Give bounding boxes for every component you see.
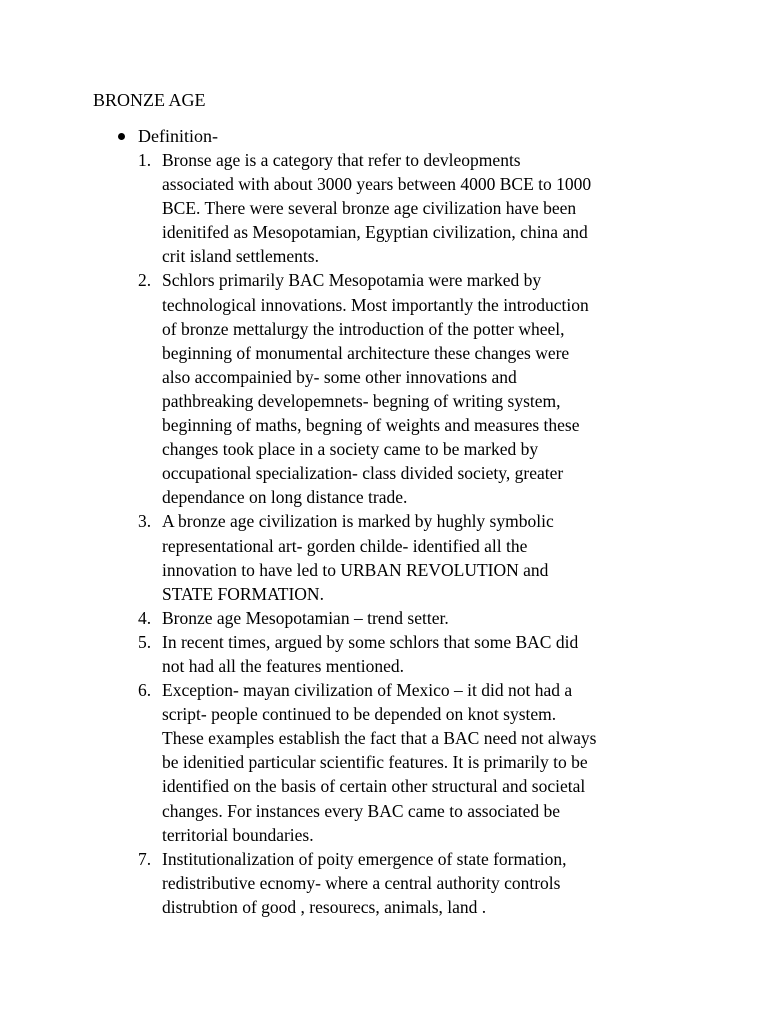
bullet-dot-icon (118, 133, 125, 140)
list-item-line: not had all the features mentioned. (162, 655, 405, 676)
list-item-line: A bronze age civilization is marked by hughly symbolic (162, 511, 554, 532)
list-item-line: changes. For instances every BAC came to associated be (162, 800, 560, 821)
list-item-line: redistributive ecnomy- where a central authority controls (162, 872, 561, 893)
list-item-line: also accompainied by- some other innovations and (162, 366, 517, 387)
list-item-line: Institutionalization of poity emergence of state formation, (162, 848, 567, 869)
list-item-line: script- people continued to be depended on knot system. (162, 704, 557, 725)
list-item-line: beginning of maths, begning of weights and measures these (162, 415, 580, 436)
list-item-line: associated with about 3000 years between 4000 BCE to 1000 (162, 174, 592, 195)
list-item (0, 148, 768, 268)
list-item (0, 630, 768, 678)
list-item-number: 2. (138, 270, 152, 291)
list-item-line: In recent times, argued by some schlors that some BAC did (162, 631, 579, 652)
list-item-line: These examples establish the fact that a BAC need not always (162, 728, 597, 749)
list-item-line: Exception- mayan civilization of Mexico – it did not had a (162, 680, 573, 701)
list-item-number: 4. (138, 607, 152, 628)
list-item-line: representational art- gorden childe- identified all the (162, 535, 528, 556)
list-item-number: 1. (138, 150, 152, 170)
list-item-line: innovation to have led to URBAN REVOLUTION and (162, 559, 549, 580)
list-item-line: technological innovations. Most importantly the introduction (162, 294, 589, 315)
list-item-line: Schlors primarily BAC Mesopotamia were marked by (162, 270, 542, 291)
list-item-line: dependance on long distance trade. (162, 487, 408, 508)
numbered-list (0, 148, 768, 919)
list-item-line: crit island settlements. (162, 246, 319, 267)
document-title: BRONZE AGE (93, 90, 206, 110)
list-item (0, 509, 768, 605)
list-item-number: 6. (138, 680, 152, 701)
list-item (0, 268, 768, 509)
bullet-label: Definition- (138, 126, 218, 146)
list-item-line: changes took place in a society came to be marked by (162, 439, 539, 460)
list-item-line: occupational specialization- class divided society, greater (162, 463, 564, 484)
list-item-line: STATE FORMATION. (162, 583, 324, 604)
list-item-line: pathbreaking developemnets- begning of writing system, (162, 390, 561, 411)
list-item-line: be idenitied particular scientific features. It is primarily to be (162, 752, 588, 773)
list-item-number: 5. (138, 631, 152, 652)
list-item (0, 678, 768, 847)
list-item-number: 7. (138, 848, 152, 869)
list-item-line: idenitifed as Mesopotamian, Egyptian civilization, china and (162, 222, 588, 243)
list-item-line: of bronze mettalurgy the introduction of the potter wheel, (162, 318, 565, 339)
list-item-line: BCE. There were several bronze age civilization have been (162, 198, 577, 219)
list-item (0, 606, 768, 630)
list-item-line: Bronse age is a category that refer to devleopments (162, 150, 521, 170)
list-item (0, 847, 768, 919)
list-item-line: territorial boundaries. (162, 824, 314, 845)
list-item-line: Bronze age Mesopotamian – trend setter. (162, 607, 449, 628)
list-item-number: 3. (138, 511, 152, 532)
list-item-line: identified on the basis of certain other structural and societal (162, 776, 586, 797)
list-item-line: beginning of monumental architecture these changes were (162, 342, 570, 363)
list-item-line: distrubtion of good , resourecs, animals, land . (162, 896, 487, 917)
